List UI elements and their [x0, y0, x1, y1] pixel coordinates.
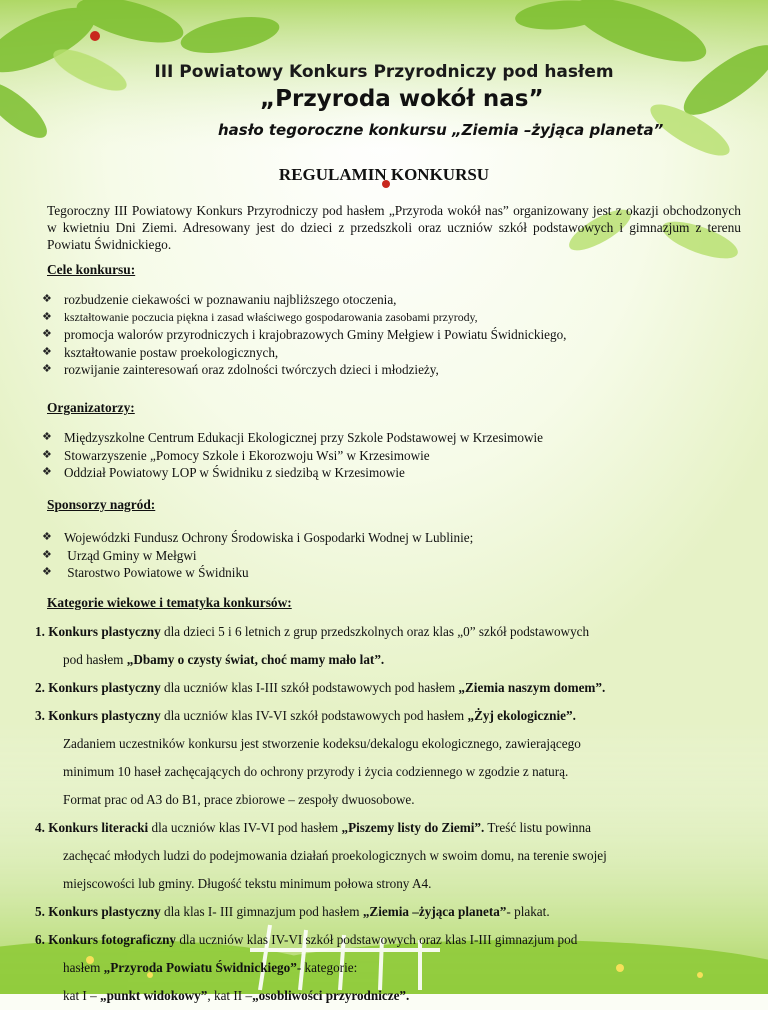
bullet-icon: ❖: [42, 548, 52, 561]
intro-paragraph: Tegoroczny III Powiatowy Konkurs Przyrodniczy pod hasłem „Przyroda wokół nas” organizowany jest z okazji obchodzonych w kwietniu Dni Ziemi. Adresowany jest do dzieci z przedszkoli oraz uczniów szkół podstawowych i gimnazjum z terenu Powiatu Świdnickiego.: [47, 203, 741, 252]
bullet-icon: ❖: [42, 566, 52, 578]
list-item: ❖ Oddział Powiatowy LOP w Świdniku z siedzibą w Krzesimowie: [42, 465, 405, 480]
category-1: 1. Konkurs plastyczny dla dzieci 5 i 6 letnich z grup przedszkolnych oraz klas „0” szkół podstawowych: [35, 624, 590, 639]
bullet-icon: ❖: [42, 345, 52, 358]
sponsorzy-list: [42, 529, 473, 582]
list-item: ❖ Urząd Gminy w Mełgwi: [42, 547, 197, 563]
list-item: ❖ rozbudzenie ciekawości w poznawaniu najbliższego otoczenia,: [42, 292, 397, 307]
category-6: 6. Konkurs fotograficzny dla uczniów klas IV-VI szkół podstawowych oraz klas I-III gimnazjum pod: [35, 932, 578, 947]
cele-heading: Cele konkursu:: [47, 262, 136, 277]
category-5: 5. Konkurs plastyczny dla klas I- III gimnazjum pod hasłem „Ziemia –żyjąca planeta”- plakat.: [35, 904, 550, 919]
bullet-icon: ❖: [42, 466, 52, 478]
regulamin-heading: REGULAMIN KONKURSU: [278, 165, 490, 184]
category-3: 3. Konkurs plastyczny dla uczniów klas IV-VI szkół podstawowych pod hasłem „Żyj ekologicznie”.: [35, 708, 576, 723]
header-subtitle: hasło tegoroczne konkursu „Ziemia –żyjąca planeta”: [218, 121, 664, 139]
list-item: ❖ kształtowanie poczucia piękna i zasad właściwego gospodarowania zasobami przyrody,: [42, 309, 566, 327]
bullet-icon: ❖: [42, 431, 52, 443]
header-line-1: III Powiatowy Konkurs Przyrodniczy pod hasłem: [154, 62, 614, 82]
bullet-icon: ❖: [42, 531, 52, 543]
kategorie-list: 1. Konkurs plastyczny dla dzieci 5 i 6 letnich z grup przedszkolnych oraz klas „0” szkół podstawowych pod hasłem „Dbamy o czysty świat, choć mamy mało lat”. 2. Konkurs plastyczny dla uczniów klas I-III szkół podstawowych pod hasłem „Ziemia naszym domem”. 3. Konkurs plastyczny dla uczniów klas IV-VI szkół podstawowych pod hasłem „Żyj ekologicznie”. Zadaniem uczestników konkursu jest stworzenie kodeksu/dekalogu ekologicznego, zawierającego minimum 10 haseł zachęcających do ochrony przyrody i życia codziennego w zgodzie z naturą. Format prac od A3 do B1, prace zbiorowe – zespoły dwuosobowe. 4. Konkurs literacki dla uczniów klas IV-VI pod hasłem „Piszemy listy do Ziemi”. Treść listu powinna zachęcać młodych ludzi do podejmowania działań proekologicznych w swoim domu, na terenie swojej miejscowości lub gminy. Długość tekstu minimum połowa strony A4. 5. Konkurs plastyczny dla klas I- III gimnazjum pod hasłem „Ziemia –żyjąca planeta”- plakat. 6. Konkurs fotograficzny dla uczniów klas IV-VI szkół podstawowych oraz klas I-III gimnazjum pod hasłem „Przyroda Powiatu Świdnickiego”- kategorie: kat I – „punkt widokowy”, kat II –„osobliwości przyrodnicze”.: [35, 618, 755, 1010]
list-item: ❖ Starostwo Powiatowe w Świdniku: [42, 565, 249, 580]
bullet-icon: ❖: [42, 328, 52, 340]
list-item: ❖ Międzyszkolne Centrum Edukacji Ekologicznej przy Szkole Podstawowej w Krzesimowie: [42, 430, 544, 445]
header-title: „Przyroda wokół nas”: [260, 86, 544, 112]
bullet-icon: ❖: [42, 310, 52, 323]
bullet-icon: ❖: [42, 293, 52, 305]
bullet-icon: ❖: [42, 363, 52, 375]
list-item: ❖ kształtowanie postaw proekologicznych,: [42, 344, 279, 360]
cele-list: [42, 291, 566, 379]
category-2: 2. Konkurs plastyczny dla uczniów klas I-III szkół podstawowych pod hasłem „Ziemia naszym domem”.: [35, 680, 606, 695]
sponsorzy-heading: Sponsorzy nagród:: [47, 497, 156, 512]
list-item: ❖ promocja walorów przyrodniczych i krajobrazowych Gminy Mełgiew i Powiatu Świdnickiego,: [42, 327, 567, 342]
organizatorzy-list: [42, 429, 543, 482]
list-item: ❖ rozwijanie zainteresowań oraz zdolności twórczych dzieci i młodzieży,: [42, 362, 439, 377]
list-item: ❖ Wojewódzki Fundusz Ochrony Środowiska i Gospodarki Wodnej w Lublinie;: [42, 530, 474, 545]
organizatorzy-heading: Organizatorzy:: [47, 400, 135, 415]
category-4: 4. Konkurs literacki dla uczniów klas IV-VI pod hasłem „Piszemy listy do Ziemi”. Treść listu powinna: [35, 820, 591, 835]
kategorie-heading: Kategorie wiekowe i tematyka konkursów:: [47, 595, 292, 610]
bullet-icon: ❖: [42, 448, 52, 461]
list-item: ❖ Stowarzyszenie „Pomocy Szkole i Ekorozwoju Wsi” w Krzesimowie: [42, 447, 430, 463]
